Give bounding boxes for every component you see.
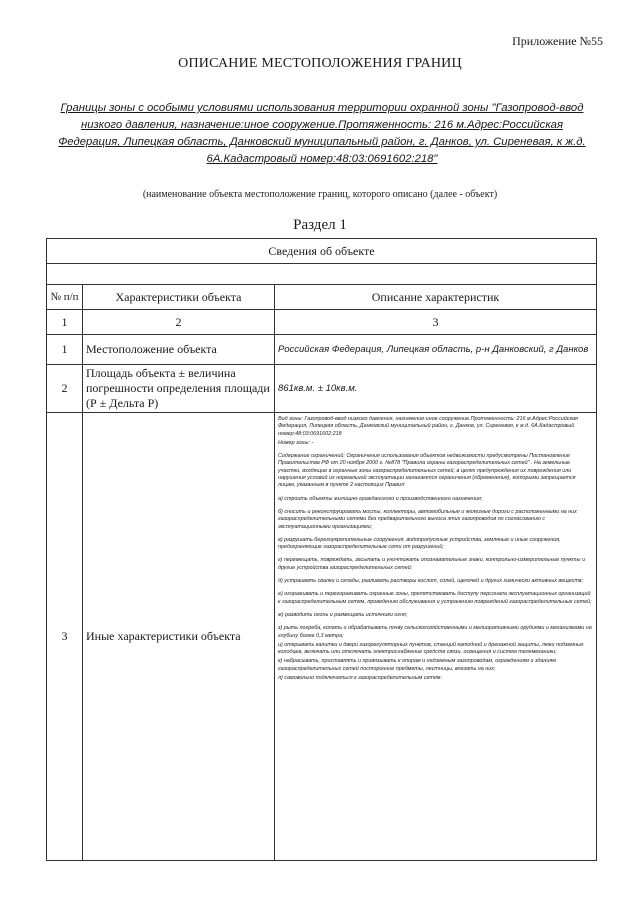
row-number: 2 [47,365,83,413]
blank-cell [47,264,597,285]
section-title: Раздел 1 [293,217,347,233]
table-blank-row [47,264,597,285]
row-number: 1 [47,335,83,365]
col-header-characteristic: Характеристики объекта [83,285,275,310]
document-title: ОПИСАНИЕ МЕСТОПОЛОЖЕНИЯ ГРАНИЦ [178,56,462,71]
restriction-item: е) огораживать и перегораживать охранные зоны, препятствовать доступу персонала эксплуатационных организаций к газораспределительным сетям, проведению обслуживания и устранению повреждений газораспределительных сетей; [278,591,592,605]
restriction-item: л) самовольно подключаться к газораспределительным сетям. [278,675,442,682]
zone-number-text: Номер зоны: - [278,439,314,446]
table-row [47,335,597,365]
restriction-item: в) разрушать берегоукрепительные сооружения, водопропускные устройства, земляные и иные сооружения, предохраняющие газораспределительные сети от разрушений; [278,536,561,551]
table-header-row [47,285,597,310]
row-characteristic: Иные характеристики объекта [83,413,275,861]
col-number: 2 [83,310,275,335]
restriction-item: д) устраивать свалки и склады, разливать растворы кислот, солей, щелочей и других химически активных веществ; [278,578,584,585]
restriction-item: и) открывать калитки и двери газорегуляторных пунктов, станций катодной и дренажной защиты, люки подземных колодцев, включать или отключать электроснабжение средств связи, освещения и систем телемеханики; [278,641,584,656]
restriction-item: к) набрасывать, приставлять и привязывать к опорам и надземным газопроводам, ограждениям и зданиям газораспределительных сетей посторонние предметы, лестницы, влезать на них; [278,658,556,672]
restriction-item: б) сносить и реконструировать мосты, коллекторы, автомобильные и железные дороги с расположенными на них газораспределительными сетями без предварительного выноса этих газопроводов по согласованию с эксплуатационными организациями; [278,508,577,530]
zone-description: Границы зоны с особыми условиями использования территории охранной зоны "Газопровод-ввод низкого давления, назначение:иное сооружение.Протяженность: 216 м.Адрес:Российская Федерация, Липецкая область, Данковский муниципальный район, г. Данков, ул. Сиреневая, к ж.д. 6А.Кадастровый номер:48:03:0691602:218" [58,102,586,165]
row-value: Российская Федерация, Липецкая область, р-н Данковский, г Данков [275,335,597,365]
other-characteristics-cell [275,413,597,861]
row-number: 3 [47,413,83,861]
restriction-item: г) перемещать, повреждать, засыпать и уничтожать опознавательные знаки, контрольно-измерительные пункты и другие устройства газораспределительных сетей; [278,557,585,571]
zone-type-text: Вид зоны: Газопровод-ввод низкого давления, назначение:иное сооружение.Протяженность: 216 м.Адрес:Российская Федерация, Липецкая область, Данковский муниципальный район, г. Данков, ул. Сиреневая, к ж.д. 6А.Кадастровый номер:48:03:0691602:218 [278,416,578,437]
col-number: 1 [47,310,83,335]
row-characteristic: Площадь объекта ± величина погрешности определения площади (Р ± Дельта Р) [83,365,275,413]
row-characteristic: Местоположение объекта [83,335,275,365]
restrictions-text: Содержание ограничений: Ограничения использования объектов недвижимости предусмотрены Постановление Правительства РФ от 20 ноября 2000 г. №878 "Правила охраны газораспределительных сетей" . На земельные участки, входящие в охранные зоны газораспределительных сетей, в целях предупреждения их повреждения или нарушения условий их нормальной эксплуатации налагаются ограничения (обременения), которыми запрещается лицам, указанным в пункте 2 настоящих Правил: [278,453,576,489]
object-info-table [46,238,597,861]
col-header-num: № п/п [47,285,83,310]
row-value: 861кв.м. ± 10кв.м. [275,365,597,413]
table-row [47,413,597,861]
table-caption-row [47,239,597,264]
table-colnum-row [47,310,597,335]
appendix-label: Приложение №55 [512,34,603,48]
table-caption: Сведения об объекте [47,239,597,264]
col-number: 3 [275,310,597,335]
col-header-description: Описание характеристик [275,285,597,310]
restriction-item: а) строить объекты жилищно-гражданского и производственного назначения; [278,495,483,502]
restriction-item: з) рыть погреба, копать и обрабатывать почву сельскохозяйственными и мелиоративными орудиями и механизмами на глубину более 0,3 метра; [278,625,592,639]
table-row [47,365,597,413]
restriction-item: ж) разводить огонь и размещать источники огня; [278,611,408,618]
object-subcaption: (наименование объекта местоположение границ, которого описано (далее - объект) [142,189,498,200]
